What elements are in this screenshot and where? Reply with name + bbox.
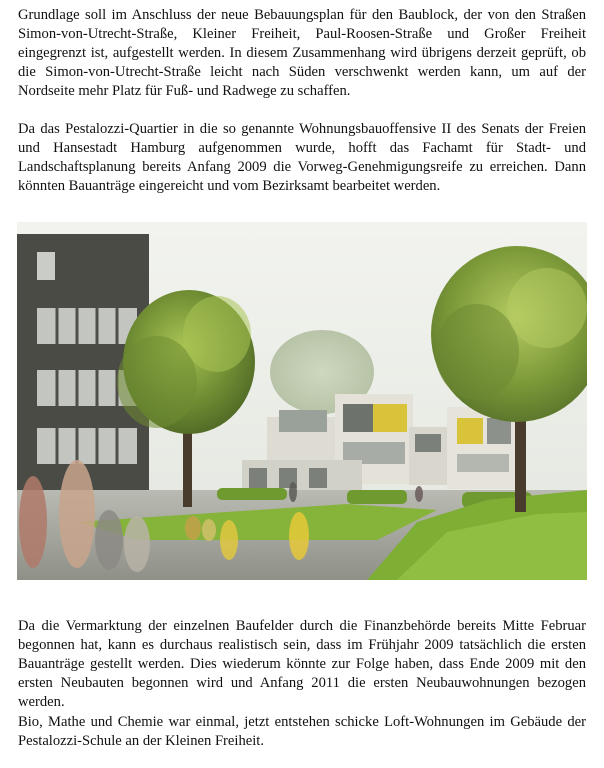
paragraph-4: Bio, Mathe und Chemie war einmal, jetzt entstehen schicke Loft-Wohnungen im Gebäude der Pestalozzi-Schule an der Kleinen Freiheit. — [18, 714, 586, 749]
architectural-rendering-image — [17, 222, 587, 580]
paragraph-3: Da die Vermarktung der einzelnen Baufelder durch die Finanzbehörde bereits Mitte Februar begonnen hat, kann es durchaus realistisch sein, dass im Frühjahr 2009 tatsächlich die ersten Bauanträge gestellt werden. Dies wiederum könnte zur Folge haben, dass Ende 2009 mit den ersten Neubauten begonnen wird und Anfang 2011 die ersten Neubauwohnungen bezogen werden. — [18, 618, 586, 710]
paragraph-1: Grundlage soll im Anschluss der neue Bebauungsplan für den Baublock, der von den Straßen Simon-von-Utrecht-Straße, Kleiner Freiheit, Paul-Roosen-Straße und Großer Freiheit eingegrenzt ist, aufgestellt werden. In diesem Zusammenhang wird übrigens derzeit geprüft, ob die Simon-von-Utrecht-Straße leicht nach Süden verschwenkt werden kann, um auf der Nordseite mehr Platz für Fuß- und Radwege zu schaffen. — [18, 7, 586, 99]
paragraph-2: Da das Pestalozzi-Quartier in die so genannte Wohnungsbauoffensive II des Senats der Freien und Hansestadt Hamburg aufgenommen wurde, hofft das Fachamt für Stadt- und Landschaftsplanung bereits Anfang 2009 die Vorweg-Genehmigungsreife zu erreichen. Dann könnten Bauanträge eingereicht und vom Bezirksamt bearbeitet werden. — [18, 121, 586, 194]
